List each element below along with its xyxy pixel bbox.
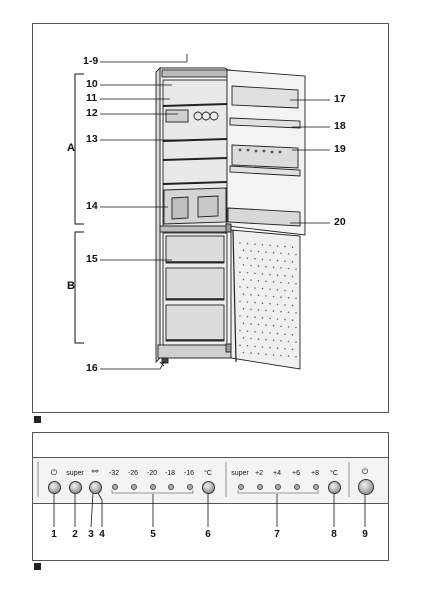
- fridge-temp-label-3: +6: [292, 470, 300, 477]
- panel-callout-9: 9: [362, 529, 368, 540]
- unit-label-freezer: °C: [204, 470, 212, 477]
- fridge-led-3: [294, 484, 300, 490]
- fridge-temp-label-2: +4: [273, 470, 281, 477]
- freezer-led-1: [112, 484, 118, 490]
- alarm-off-button[interactable]: [89, 481, 102, 494]
- freezer-led-3: [150, 484, 156, 490]
- callout-19: 19: [334, 143, 346, 155]
- panel-callout-3: 3: [88, 529, 94, 540]
- callout-16: 16: [86, 362, 98, 374]
- figure-2-marker: [34, 563, 41, 570]
- freezer-temp-label-5: -16: [183, 470, 195, 477]
- callout-11: 11: [86, 92, 98, 104]
- callout-17: 17: [334, 93, 346, 105]
- unit-label-fridge: °C: [330, 470, 338, 477]
- panel-callout-8: 8: [331, 529, 337, 540]
- freezer-onoff-button[interactable]: [48, 481, 61, 494]
- callout-18: 18: [334, 120, 346, 132]
- panel-callout-6: 6: [205, 529, 211, 540]
- callout-13: 13: [86, 133, 98, 145]
- callout-14: 14: [86, 200, 98, 212]
- fridge-temp-label-1: +2: [255, 470, 263, 477]
- callout-10: 10: [86, 78, 98, 90]
- callout-15: 15: [86, 253, 98, 265]
- panel-callout-5: 5: [150, 529, 156, 540]
- super-label-fridge: super: [231, 470, 249, 477]
- onoff-symbol-left: ⏻: [50, 468, 58, 477]
- group-label-a: A: [67, 142, 75, 154]
- fridge-led-4: [313, 484, 319, 490]
- freezer-temp-label-3: -20: [146, 470, 158, 477]
- freezer-led-4: [168, 484, 174, 490]
- freezer-temp-label-1: -32: [108, 470, 120, 477]
- group-label-b: B: [67, 280, 75, 292]
- fridge-led-1: [257, 484, 263, 490]
- panel-callout-1: 1: [51, 529, 57, 540]
- onoff-symbol-right: ⏻: [361, 467, 369, 476]
- fridge-temp-button[interactable]: [328, 481, 341, 494]
- fridge-led-2: [275, 484, 281, 490]
- callout-20: 20: [334, 216, 346, 228]
- panel-callout-2: 2: [72, 529, 78, 540]
- alarm-symbol: ⚯: [91, 467, 99, 476]
- freezer-temp-label-2: -26: [127, 470, 139, 477]
- fridge-led-super: [238, 484, 244, 490]
- panel-callout-7: 7: [274, 529, 280, 540]
- callout-12: 12: [86, 107, 98, 119]
- callout-1-9: 1-9: [83, 55, 99, 67]
- fridge-temp-label-4: +8: [311, 470, 319, 477]
- fridge-onoff-button[interactable]: [358, 479, 374, 495]
- super-label-freezer: super: [66, 470, 84, 477]
- freezer-super-button[interactable]: [69, 481, 82, 494]
- panel-callout-4: 4: [99, 529, 105, 540]
- freezer-led-5: [187, 484, 193, 490]
- freezer-temp-label-4: -18: [164, 470, 176, 477]
- freezer-led-2: [131, 484, 137, 490]
- freezer-temp-button[interactable]: [202, 481, 215, 494]
